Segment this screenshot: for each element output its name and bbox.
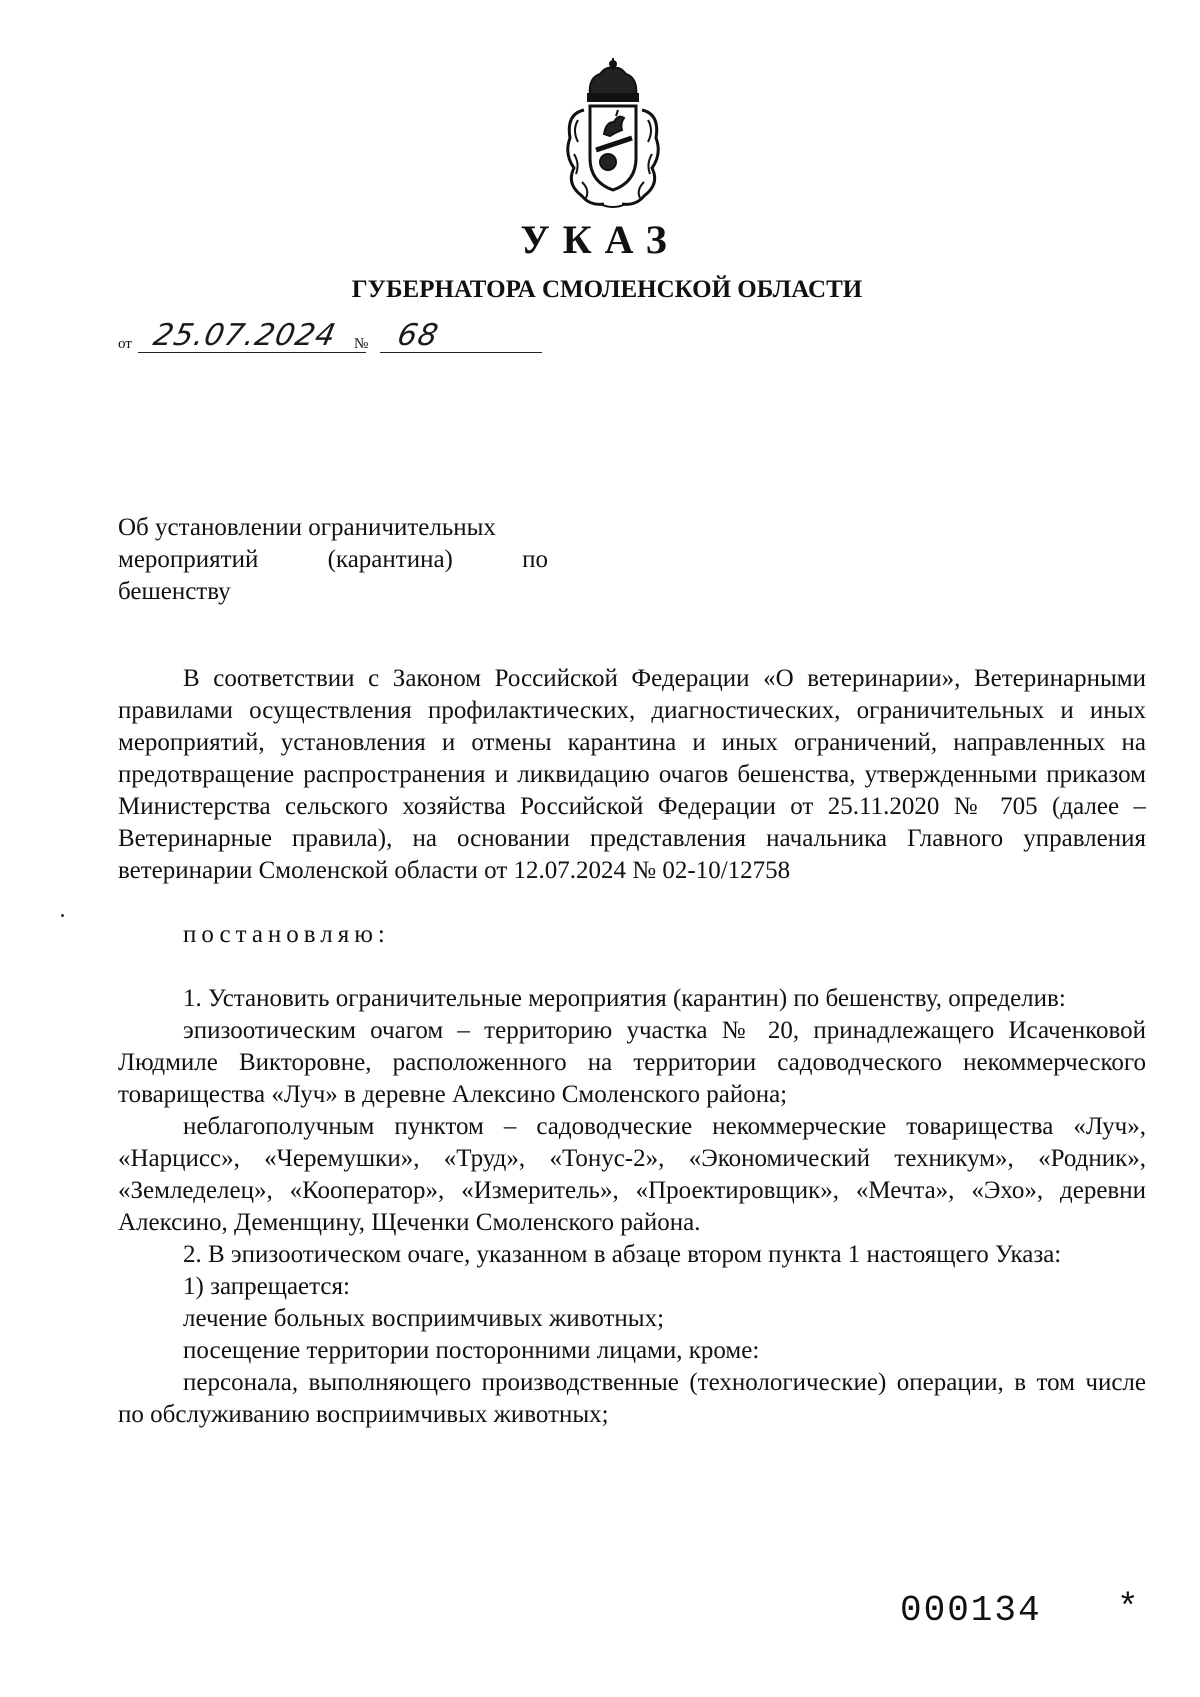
subject-line: мероприятий (карантина) по: [118, 546, 548, 573]
serial-number-mark: *: [1117, 1588, 1139, 1629]
item-1-focus-paragraph: эпизоотическим очагом – территорию участка № 20, принадлежащего Исаченковой Людмиле Викторовне, расположенного на территории садоводческого некоммерческого товарищества «Луч» в деревне Алексино Смоленского района;: [118, 1017, 1146, 1108]
decree-word: постановляю:: [183, 921, 390, 948]
prohibition-paragraph: посещение территории посторонними лицами, кроме:: [183, 1337, 760, 1364]
subject-line: бешенству: [118, 578, 231, 605]
scan-speck: [61, 914, 64, 917]
item-2-1-paragraph: 1) запрещается:: [183, 1273, 350, 1300]
decree-subject: [118, 512, 548, 608]
subject-line: Об установлении ограничительных: [118, 514, 496, 541]
preamble-paragraph: В соответствии с Законом Российской Федерации «О ветеринарии», Ветеринарными правилами осуществления профилактических, диагностических, ограничительных и иных мероприятий, установления и отмены карантина и иных ограничений, направленных на предотвращение распространения и ликвидацию очагов бешенства, утвержденными приказом Министерства сельского хозяйства Российской Федерации от 25.11.2020 № 705 (далее – Ветеринарные правила), на основании представления начальника Главного управления ветеринарии Смоленской области от 12.07.2024 № 02-10/12758: [118, 665, 1146, 884]
date-number-line: [118, 318, 558, 356]
exception-paragraph: персонала, выполняющего производственные (технологические) операции, в том числе по обслуживанию восприимчивых животных;: [118, 1369, 1146, 1428]
number-prefix: №: [354, 336, 369, 352]
date-prefix: от: [118, 336, 132, 352]
document-title: УКАЗ: [520, 217, 680, 262]
item-2-paragraph: 2. В эпизоотическом очаге, указанном в абзаце втором пункта 1 настоящего Указа:: [183, 1241, 1062, 1268]
date-handwritten: 25.07.2024: [150, 318, 340, 353]
serial-number-stamp: 000134: [900, 1590, 1042, 1631]
number-handwritten: 68: [394, 318, 442, 353]
decree-body: [118, 663, 1146, 1431]
item-1-paragraph: 1. Установить ограничительные мероприятия (карантин) по бешенству, определив:: [183, 985, 1066, 1012]
prohibition-paragraph: лечение больных восприимчивых животных;: [183, 1305, 665, 1332]
item-1-area-paragraph: неблагополучным пунктом – садоводческие некоммерческие товарищества «Луч», «Нарцисс», «Черемушки», «Труд», «Тонус-2», «Экономический техникум», «Родник», «Земледелец», «Кооператор», «Измеритель», «Проектировщик», «Мечта», «Эхо», деревни Алексино, Деменщину, Щеченки Смоленского района.: [118, 1113, 1146, 1236]
smolensk-coat-of-arms-icon: [560, 58, 666, 210]
document-issuer: ГУБЕРНАТОРА СМОЛЕНСКОЙ ОБЛАСТИ: [351, 276, 863, 303]
